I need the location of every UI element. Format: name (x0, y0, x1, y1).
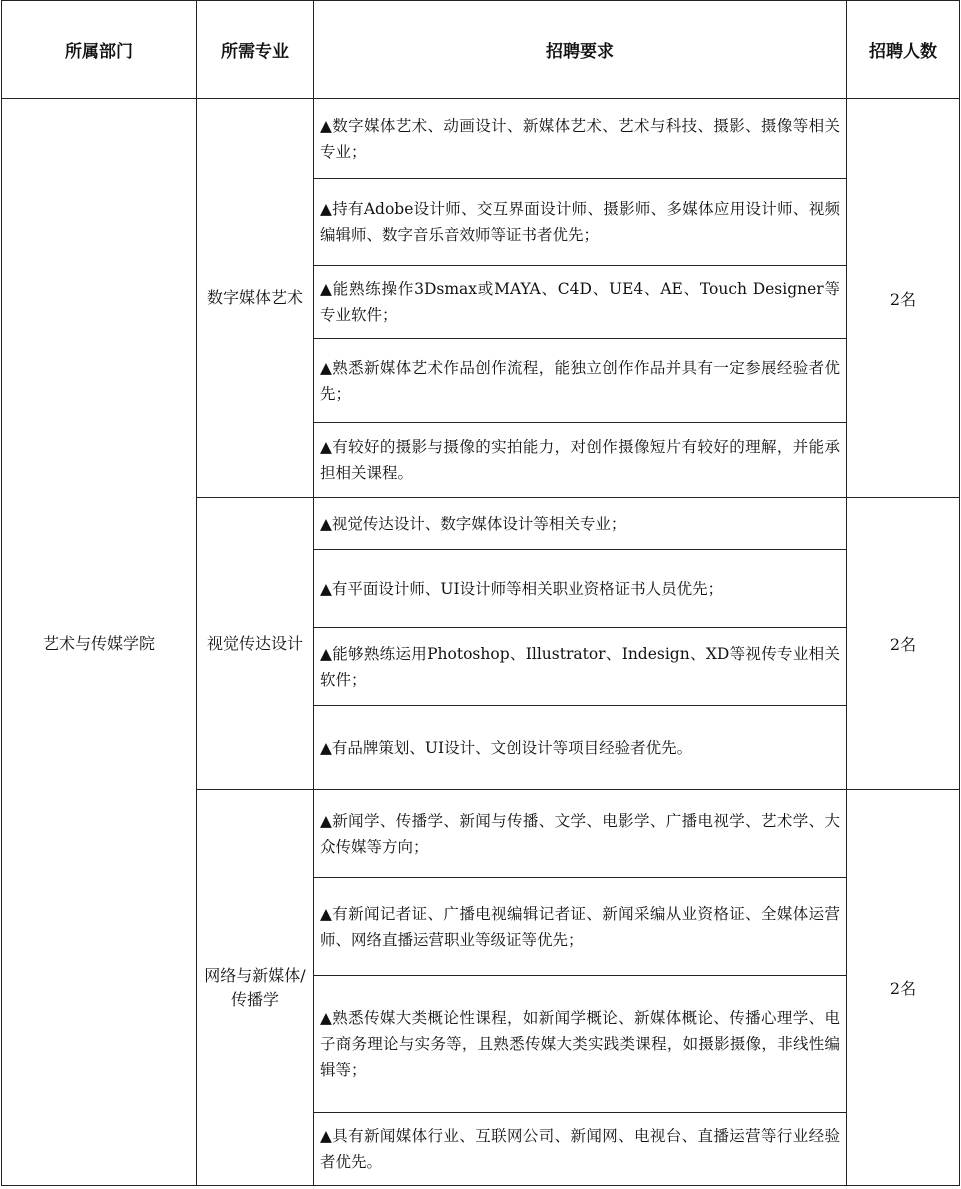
header-row (2, 1, 960, 99)
header-dept: 所属部门 (2, 1, 197, 99)
requirement-cell: ▲有品牌策划、UI设计、文创设计等项目经验者优先。 (314, 706, 847, 790)
recruitment-table (1, 0, 960, 1186)
requirement-cell: ▲熟悉新媒体艺术作品创作流程，能独立创作作品并具有一定参展经验者优先； (314, 339, 847, 423)
requirement-cell: ▲有新闻记者证、广播电视编辑记者证、新闻采编从业资格证、全媒体运营师、网络直播运营职业等级证等优先； (314, 878, 847, 976)
header-requirements: 招聘要求 (314, 1, 847, 99)
table-row (2, 99, 960, 179)
requirement-cell: ▲能熟练操作3Dsmax或MAYA、C4D、UE4、AE、Touch Designer等专业软件； (314, 266, 847, 339)
requirement-cell: ▲有较好的摄影与摄像的实拍能力，对创作摄像短片有较好的理解，并能承担相关课程。 (314, 423, 847, 498)
header-major: 所需专业 (197, 1, 314, 99)
requirement-cell: ▲有平面设计师、UI设计师等相关职业资格证书人员优先； (314, 550, 847, 628)
count-cell: 2名 (847, 99, 960, 498)
requirement-cell: ▲持有Adobe设计师、交互界面设计师、摄影师、多媒体应用设计师、视频编辑师、数字音乐音效师等证书者优先； (314, 179, 847, 266)
requirement-cell: ▲数字媒体艺术、动画设计、新媒体艺术、艺术与科技、摄影、摄像等相关专业； (314, 99, 847, 179)
department-cell: 艺术与传媒学院 (2, 99, 197, 1186)
requirement-cell: ▲视觉传达设计、数字媒体设计等相关专业； (314, 498, 847, 550)
header-count: 招聘人数 (847, 1, 960, 99)
requirement-cell: ▲熟悉传媒大类概论性课程，如新闻学概论、新媒体概论、传播心理学、电子商务理论与实务等，且熟悉传媒大类实践类课程，如摄影摄像，非线性编辑等； (314, 976, 847, 1113)
count-cell: 2名 (847, 790, 960, 1186)
requirement-cell: ▲新闻学、传播学、新闻与传播、文学、电影学、广播电视学、艺术学、大众传媒等方向； (314, 790, 847, 878)
count-cell: 2名 (847, 498, 960, 790)
major-cell: 视觉传达设计 (197, 498, 314, 790)
major-cell: 数字媒体艺术 (197, 99, 314, 498)
requirement-cell: ▲具有新闻媒体行业、互联网公司、新闻网、电视台、直播运营等行业经验者优先。 (314, 1113, 847, 1186)
major-cell: 网络与新媒体/传播学 (197, 790, 314, 1186)
requirement-cell: ▲能够熟练运用Photoshop、Illustrator、Indesign、XD等视传专业相关软件； (314, 628, 847, 706)
